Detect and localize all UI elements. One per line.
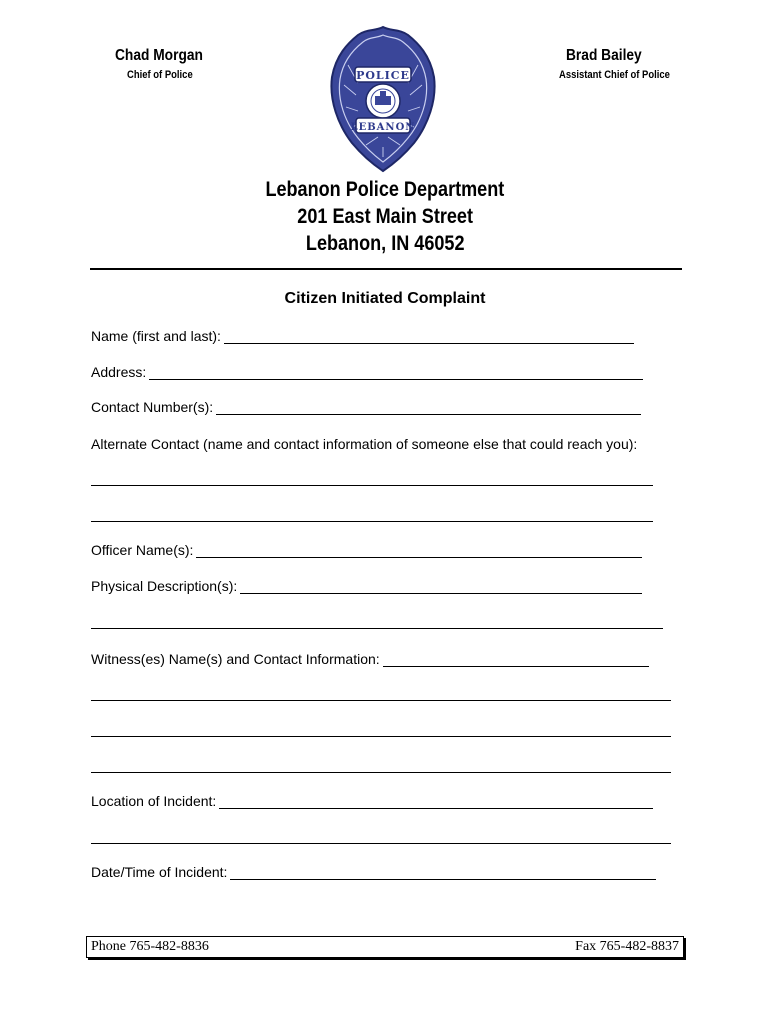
location-field[interactable] (91, 793, 653, 809)
form-title: Citizen Initiated Complaint (284, 290, 486, 307)
contact-line[interactable] (216, 400, 641, 415)
physical-description-line[interactable] (240, 579, 642, 594)
name-field[interactable] (91, 328, 634, 344)
police-badge-logo (328, 25, 438, 173)
officer-label: Officer Name(s): (91, 542, 194, 558)
address-field[interactable] (91, 364, 643, 380)
department-street: 201 East Main Street (297, 205, 473, 228)
svg-text:POLICE: POLICE (356, 69, 410, 82)
footer-contact-box (86, 936, 684, 958)
datetime-line[interactable] (230, 865, 656, 880)
assistant-chief-name: Brad Bailey (566, 47, 642, 64)
location-label: Location of Incident: (91, 793, 217, 809)
header-divider (90, 268, 682, 270)
department-name: Lebanon Police Department (265, 178, 505, 201)
witness-label: Witness(es) Name(s) and Contact Information: (91, 651, 380, 667)
address-label: Address: (91, 364, 147, 380)
witness-field[interactable] (91, 651, 649, 667)
alternate-contact-line-2[interactable] (91, 521, 653, 522)
datetime-field[interactable] (91, 864, 656, 880)
assistant-chief-title: Assistant Chief of Police (559, 69, 670, 81)
department-city: Lebanon, IN 46052 (305, 232, 465, 255)
alternate-contact-label: Alternate Contact (name and contact information of someone else that could reach you): (91, 436, 638, 452)
contact-label: Contact Number(s): (91, 399, 214, 415)
alternate-contact-line-1[interactable] (91, 485, 653, 486)
footer-phone: Phone 765-482-8836 (91, 939, 209, 954)
location-line[interactable] (219, 794, 653, 809)
location-line-2[interactable] (91, 843, 671, 844)
chief-name: Chad Morgan (115, 47, 203, 64)
witness-line-4[interactable] (91, 772, 671, 773)
datetime-label: Date/Time of Incident: (91, 864, 228, 880)
witness-line-2[interactable] (91, 700, 671, 701)
footer-fax: Fax 765-482-8837 (575, 939, 679, 954)
chief-title: Chief of Police (127, 69, 193, 81)
svg-text:LEBANON: LEBANON (350, 122, 416, 133)
officer-line[interactable] (196, 543, 642, 558)
physical-description-line-2[interactable] (91, 628, 663, 629)
physical-description-field[interactable] (91, 578, 642, 594)
witness-line[interactable] (383, 652, 649, 667)
name-label: Name (first and last): (91, 328, 221, 344)
physical-description-label: Physical Description(s): (91, 578, 238, 594)
officer-field[interactable] (91, 542, 642, 558)
contact-field[interactable] (91, 399, 641, 415)
name-line[interactable] (224, 329, 634, 344)
address-line[interactable] (149, 365, 643, 380)
witness-line-3[interactable] (91, 736, 671, 737)
